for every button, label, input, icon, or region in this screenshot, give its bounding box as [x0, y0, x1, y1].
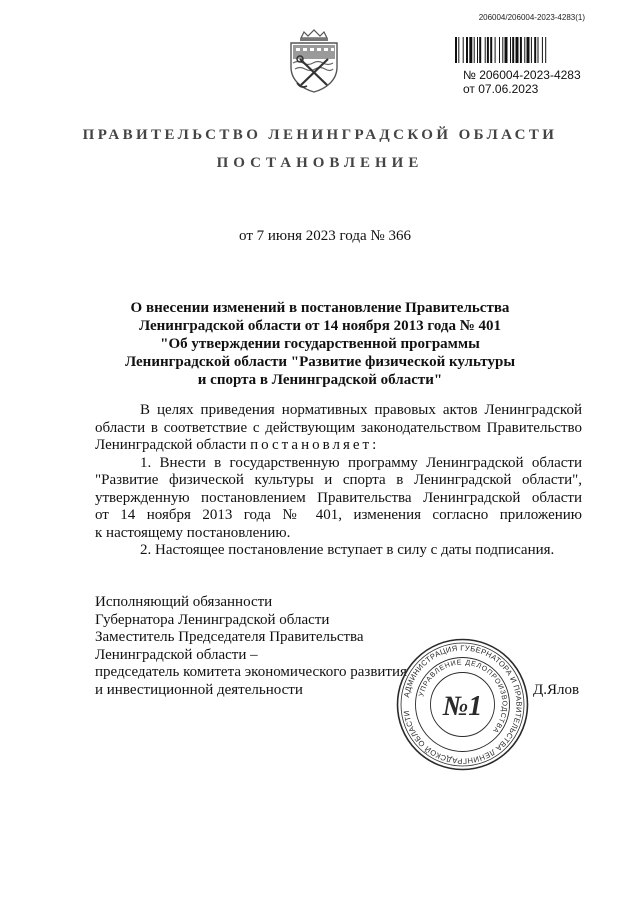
barcode-bar [487, 37, 489, 63]
barcode-bar [534, 37, 536, 63]
barcode-bar [495, 37, 496, 63]
barcode-bar [542, 37, 543, 63]
resolution-heading [0, 299, 640, 389]
barcode-bar [479, 37, 481, 63]
signer-title-line: Исполняющий обязанности [95, 594, 273, 610]
coat-of-arms-icon [287, 29, 341, 93]
barcode-bar [510, 37, 511, 63]
barcode-bar [466, 37, 468, 63]
signature-block [95, 594, 407, 700]
barcode-bar [524, 37, 525, 63]
seal-inner-text: УПРАВЛЕНИЕ ДЕЛОПРОИЗВОДСТВА [418, 659, 508, 735]
preamble-line [95, 437, 582, 455]
barcode-bar [458, 37, 459, 63]
barcode-bar [512, 37, 514, 63]
item2-line: 2. Настоящее постановление вступает в силу с даты подписания. [140, 542, 555, 558]
barcode-bar [469, 37, 472, 63]
preamble-line: области в соответствие с действующим законодательством Правительство [95, 419, 582, 436]
barcode-bar [520, 37, 522, 63]
seal-outer-text: АДМИНИСТРАЦИЯ ГУБЕРНАТОРА И ПРАВИТЕЛЬСТВА ЛЕНИНГРАДСКОЙ ОБЛАСТИ [401, 643, 524, 766]
item1-line: от 14 ноября 2013 года № 401, изменения согласно приложению [95, 507, 582, 523]
signer-title-line: Заместитель Председателя Правительства [95, 629, 364, 646]
heading-line: и спорта в Ленинградской области" [197, 372, 443, 388]
barcode-bar [538, 37, 539, 63]
barcode-bar [527, 37, 530, 63]
signer-name: Д.Ялов [533, 682, 580, 698]
signer-title-line: Губернатора Ленинградской области [95, 611, 330, 628]
signer-title-line: и инвестиционной деятельности [95, 681, 303, 698]
barcode-bar [516, 37, 519, 63]
barcode-bar [455, 37, 457, 63]
barcode-bar [531, 37, 532, 63]
resolution-date-number: от 7 июня 2023 года № 366 [239, 228, 411, 244]
heading-line: "Об утверждении государственной программы [160, 336, 480, 352]
heading-line: Ленинградской области "Развитие физической культуры [124, 354, 516, 370]
registration-date: от 07.06.2023 [463, 82, 539, 96]
resolution-body [95, 402, 582, 560]
official-seal [395, 637, 530, 772]
top-reference: 206004/206004-2023-4283(1) [478, 13, 585, 22]
item1-line: "Развитие физической культуры и спорта в Ленинградской области", [95, 472, 582, 488]
barcode-bar [485, 37, 486, 63]
item1-line: утвержденную постановлением Правительства Ленинградской области [95, 489, 582, 506]
barcode-bar [502, 37, 503, 63]
barcode-bar [499, 37, 500, 63]
barcode-bar [505, 37, 508, 63]
barcode-bar [545, 37, 546, 63]
barcode-bar [477, 37, 478, 63]
barcode-bar [474, 37, 475, 63]
heading-line: Ленинградской области от 14 ноября 2013 года № 401 [138, 318, 502, 334]
barcode-bar [463, 37, 464, 63]
barcode-icon [455, 37, 585, 63]
heading-line: О внесении изменений в постановление Правительства [130, 300, 510, 316]
preamble-line: В целях приведения нормативных правовых актов Ленинградской [140, 402, 582, 418]
item1-line: к настоящему постановлению. [95, 524, 291, 541]
seal-center-number: №1 [442, 691, 483, 722]
preamble-prefix: Ленинградской области [95, 437, 247, 453]
document-type: ПОСТАНОВЛЕНИЕ [216, 155, 424, 171]
item1-line: 1. Внести в государственную программу Ленинградской области [140, 454, 582, 471]
signer-title-line: Ленинградской области – [95, 646, 258, 663]
government-title: ПРАВИТЕЛЬСТВО ЛЕНИНГРАДСКОЙ ОБЛАСТИ [82, 127, 558, 143]
resolves-word: постановляет: [250, 437, 380, 453]
signer-title-line: председатель комитета экономического развития [95, 664, 407, 681]
registration-number: № 206004-2023-4283 [463, 68, 581, 82]
barcode-bar [490, 37, 492, 63]
